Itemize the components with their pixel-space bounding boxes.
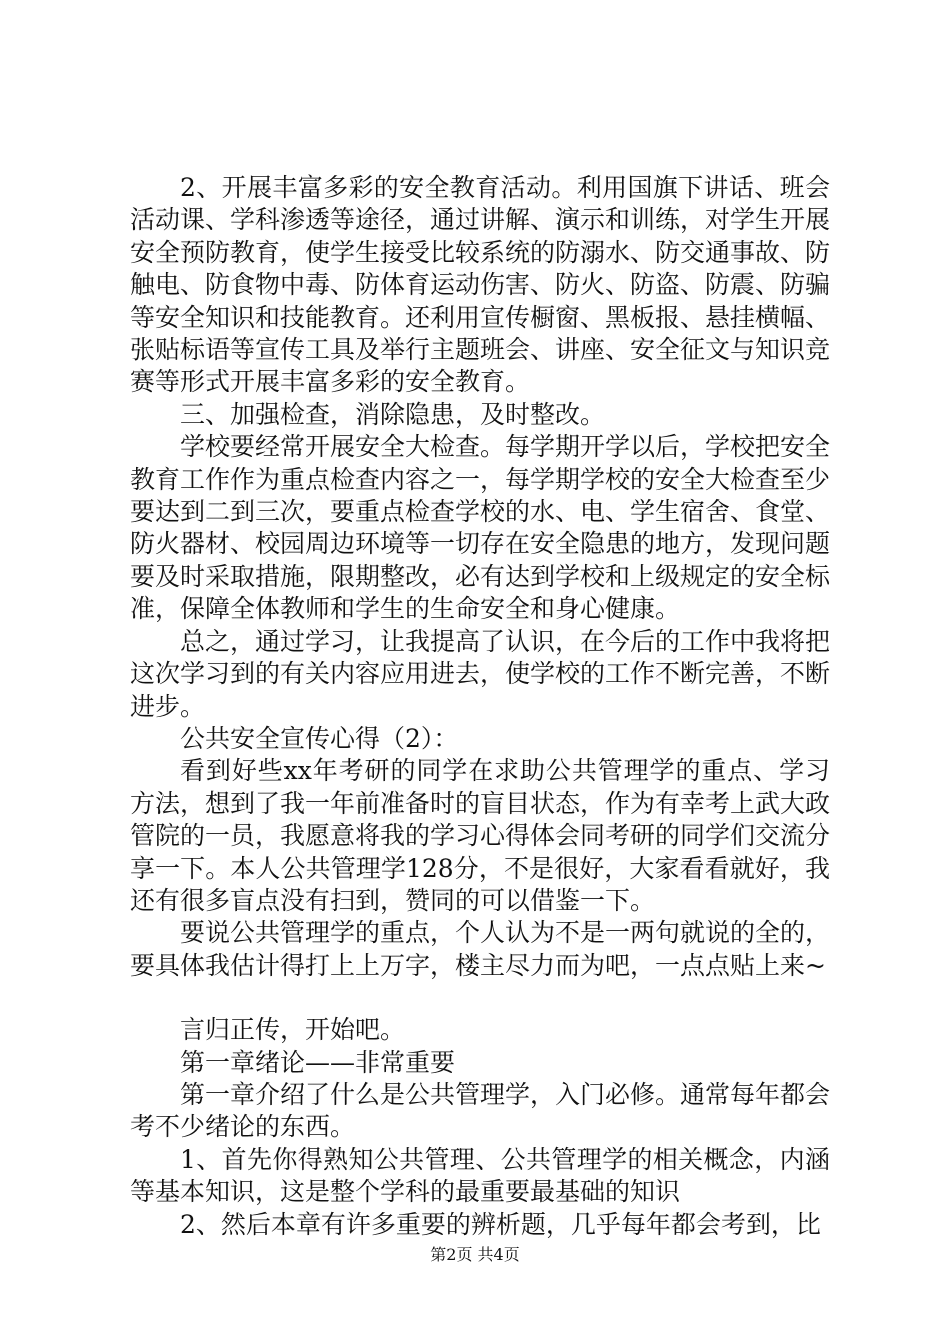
paragraph-start: 言归正传，开始吧。 — [180, 1015, 406, 1045]
paragraph-safety-activities: 2、开展丰富多彩的安全教育活动。利用国旗下讲话、班会活动课、学科渗透等途径，通过讲解、演示和训练，对学生开展安全预防教育，使学生接受比较系统的防溺水、防交通事故、防触电、防食物中毒、防体育运动伤害、防火、防盗、防震、防骗等安全知识和技能教育。还利用宣传橱窗、黑板报、悬挂横幅、张贴标语等宣传工具及举行主题班会、讲座、安全征文与知识竞赛等形式开展丰富多彩的安全教育。 — [130, 173, 831, 397]
document-body — [130, 172, 830, 1241]
paragraph-exam-intro: 看到好些xx年考研的同学在求助公共管理学的重点、学习方法，想到了我一年前准备时的盲目状态，作为有幸考上武大政管院的一员，我愿意将我的学习心得体会同考研的同学们交流分享一下。本人公共管理学128分，不是很好，大家看看就好，我还有很多盲点没有扫到，赞同的可以借鉴一下。 — [130, 756, 831, 915]
heading-experience-2: 公共安全宣传心得（2）： — [180, 723, 459, 753]
paragraph-inspection: 学校要经常开展安全大检查。每学期开学以后，学校把安全教育工作作为重点检查内容之一，每学期学校的安全大检查至少要达到二到三次，要重点检查学校的水、电、学生宿舍、食堂、防火器材、校园周边环境等一切存在安全隐患的地方，发现问题要及时采取措施，限期整改，必有达到学校和上级规定的安全标准，保障全体教师和学生的生命安全和身心健康。 — [130, 432, 831, 624]
page-number-footer: 第2页 共4页 — [430, 1245, 520, 1264]
paragraph-chapter-1-intro: 第一章介绍了什么是公共管理学，入门必修。通常每年都会考不少绪论的东西。 — [130, 1079, 831, 1142]
paragraph-key-points: 要说公共管理学的重点，个人认为不是一两句就说的全的，要具体我估计得打上上万字，楼主尽力而为吧，一点点贴上来~ — [130, 918, 831, 980]
blank-line — [130, 982, 830, 1014]
paragraph-point-1: 1、首先你得熟知公共管理、公共管理学的相关概念，内涵等基本知识，这是整个学科的最重要最基础的知识 — [130, 1144, 830, 1207]
heading-chapter-1: 第一章绪论——非常重要 — [180, 1047, 456, 1077]
paragraph-conclusion: 总之，通过学习，让我提高了认识，在今后的工作中我将把这次学习到的有关内容应用进去，使学校的工作不断完善，不断进步。 — [130, 626, 831, 721]
paragraph-point-2: 2、然后本章有许多重要的辨析题，几乎每年都会考到，比 — [180, 1209, 821, 1239]
heading-inspection: 三、加强检查，消除隐患，及时整改。 — [180, 399, 606, 429]
